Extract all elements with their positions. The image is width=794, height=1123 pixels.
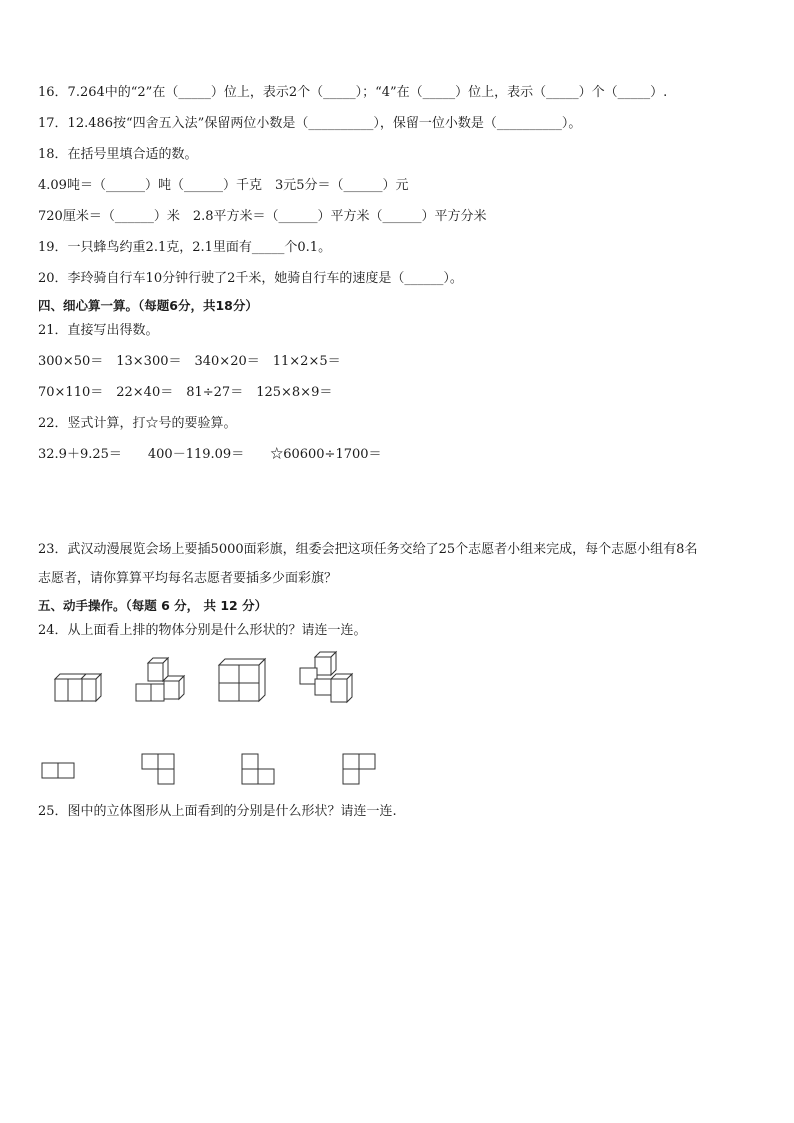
question-23-line-2: 志愿者，请你算算平均每名志愿者要插多少面彩旗？ xyxy=(38,571,338,586)
question-19: 19．一只蜂鸟约重2.1克，2.1里面有_____个0.1。 xyxy=(38,240,332,255)
cube-figure-4 xyxy=(300,650,354,704)
question-20: 20．李玲骑自行车10分钟行驶了2千米，她骑自行车的速度是（______）。 xyxy=(38,271,463,286)
top-view-shape-4 xyxy=(342,753,378,787)
question-21-line-1: 300×50＝ 13×300＝ 340×20＝ 11×2×5＝ xyxy=(38,354,341,369)
question-25: 25．图中的立体图形从上面看到的分别是什么形状？请连一连. xyxy=(38,804,397,819)
question-23-line-1: 23．武汉动漫展览会场上要插5000面彩旗，组委会把这项任务交给了25个志愿者小组来完成，每个志愿小组有8名 xyxy=(38,542,698,557)
question-18-line-1: 4.09吨＝（______）吨（______）千克 3元5分＝（______）元 xyxy=(38,178,409,193)
question-22: 22．竖式计算，打☆号的要验算。 xyxy=(38,416,237,431)
cube-figure-3 xyxy=(219,657,269,703)
question-17: 17．12.486按“四舍五入法”保留两位小数是（__________），保留一位小数是（__________）。 xyxy=(38,116,582,131)
cube-figure-2 xyxy=(136,655,188,705)
question-21: 21．直接写出得数。 xyxy=(38,323,159,338)
cube-figure-1 xyxy=(55,668,107,704)
question-21-line-2: 70×110＝ 22×40＝ 81÷27＝ 125×8×9＝ xyxy=(38,385,333,400)
top-view-shape-1 xyxy=(41,762,77,780)
top-view-shape-2 xyxy=(141,753,177,787)
question-18-line-2: 720厘米＝（______）米 2.8平方米＝（______）平方米（______）平方分米 xyxy=(38,209,487,224)
question-18: 18．在括号里填合适的数。 xyxy=(38,147,198,162)
question-16: 16．7.264中的“2”在（_____）位上，表示2个（_____）；“4”在（_____）位上，表示（_____）个（_____）. xyxy=(38,85,668,100)
top-view-shape-3 xyxy=(241,753,277,787)
question-22-line-1: 32.9＋9.25＝ 400－119.09＝ ☆60600÷1700＝ xyxy=(38,447,382,462)
section-4-heading: 四、细心算一算。（每题6分，共18分） xyxy=(38,298,258,313)
section-5-heading: 五、动手操作。（每题 6 分， 共 12 分） xyxy=(38,598,268,613)
question-24: 24．从上面看上排的物体分别是什么形状的？请连一连。 xyxy=(38,623,367,638)
